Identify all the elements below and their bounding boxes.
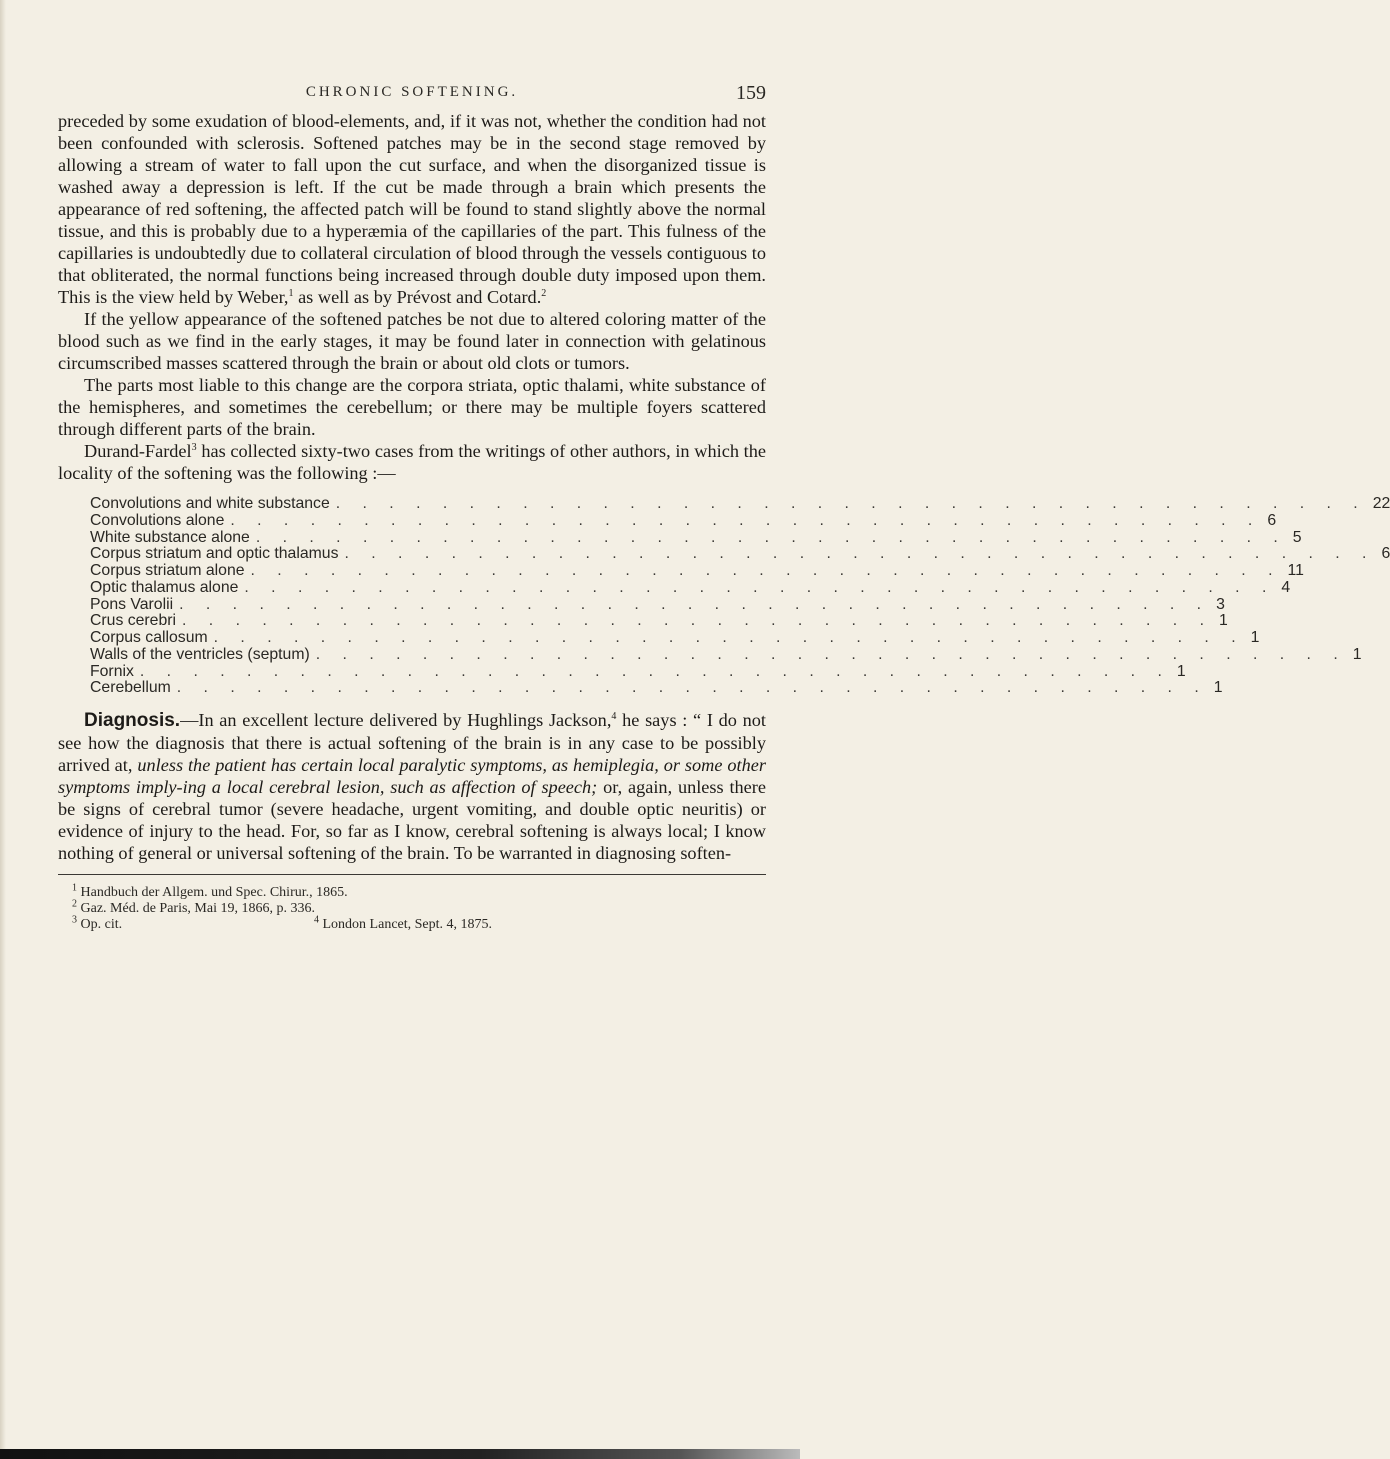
locality-label: Fornix: [90, 662, 134, 680]
dot-leader: . . . . . . . . . . . . . . . . . . . . . . . . . . . . . . . . . . . . . . .: [250, 562, 1282, 579]
scan-edge-bar: [0, 1449, 800, 1459]
paragraph-diagnosis: [58, 709, 766, 864]
locality-count: 1: [1250, 629, 1260, 646]
dot-leader: . . . . . . . . . . . . . . . . . . . . . . . . . . . . . . . . . . . . . . .: [213, 629, 1245, 646]
footnote-3: [58, 914, 268, 933]
footnote-ref-1: 1: [288, 287, 294, 299]
paragraph-parts-liable: The parts most liable to this change are the corpora striata, optic thalami, white substance of the hemispheres, and sometimes the cerebellum; or there may be multiple foyers scattered through different parts of the brain.: [58, 375, 766, 439]
dot-leader: . . . . . . . . . . . . . . . . . . . . . . . . . . . . . . . . . . . . . . .: [230, 511, 1262, 529]
quoted-italic-text: unless the patient has certain local paralytic symptoms, as hemiplegia, or some other symptoms imply-ing a local cerebral lesion, such as affection of speech;: [58, 755, 766, 797]
paragraph-text: —In an excellent lecture delivered by Hughlings Jackson,: [180, 710, 612, 730]
locality-label: White substance alone: [90, 528, 250, 546]
dot-leader: . . . . . . . . . . . . . . . . . . . . . . . . . . . . . . . . . . . . . . .: [179, 595, 1211, 613]
locality-row: [90, 679, 1223, 697]
paragraph-text: has collected sixty-two cases from the writings of other authors, in which the locality of the softening was the following :—: [58, 441, 766, 483]
locality-row: [90, 545, 1390, 563]
page-number: 159: [736, 82, 766, 104]
paragraph-text: preceded by some exudation of blood-elements, and, if it was not, whether the condition had not been confounded with sclerosis. Softened patches may be in the second stage removed by allowing a stream of water to fall upon the cut surface, and when the disorganized tissue is washed away a depression is left. If the cut be made through a brain which presents the appearance of red softening, the affected patch will be found to stand slightly above the normal tissue, and this is probably due to a hyperæmia of the capillaries of the part. This fulness of the capillaries is undoubtedly due to collateral circulation of blood through the vessels contiguous to that obliterated, the normal functions being increased through double duty imposed upon them. This is the view held by Weber,: [58, 111, 766, 307]
locality-row: [90, 511, 1277, 530]
locality-row: [90, 645, 1362, 664]
locality-label: Corpus striatum and optic thalamus: [90, 545, 339, 563]
footnote-ref-2: 2: [541, 287, 547, 299]
footnote-4: [268, 914, 766, 933]
author-name: Durand-Fardel: [84, 441, 192, 461]
locality-row: [90, 578, 1291, 597]
footnote-ref-3: 3: [191, 441, 197, 453]
footnote-text: London Lancet, Sept. 4, 1875.: [322, 917, 493, 932]
paragraph-text: as well as by Prévost and Cotard.: [293, 287, 542, 307]
locality-count: 11: [1287, 562, 1304, 579]
locality-count: 1: [1213, 679, 1223, 697]
locality-label: Convolutions and white substance: [90, 495, 330, 512]
locality-label: Cerebellum: [90, 679, 171, 697]
footnote-mark: 2: [72, 898, 77, 910]
locality-count: 6: [1381, 545, 1390, 563]
dot-leader: . . . . . . . . . . . . . . . . . . . . . . . . . . . . . . . . . . . . . . .: [182, 612, 1213, 630]
footnote-1: [58, 882, 766, 901]
locality-label: Corpus striatum alone: [90, 562, 245, 579]
footnote-mark: 3: [72, 914, 77, 926]
locality-row: [90, 629, 1260, 647]
locality-label: Optic thalamus alone: [90, 578, 239, 596]
locality-count: 1: [1352, 645, 1362, 663]
dot-leader: . . . . . . . . . . . . . . . . . . . . . . . . . . . . . . . . . . . . . . .: [255, 528, 1287, 546]
section-heading-diagnosis: Diagnosis.: [84, 710, 181, 731]
paragraph-text: he says : “ I do not see how the diagnosis that there is actual softening of the brain is in any case to be possibly arrived at,: [58, 710, 766, 775]
footnote-2: [58, 898, 766, 917]
book-page: [58, 70, 1390, 933]
dot-leader: . . . . . . . . . . . . . . . . . . . . . . . . . . . . . . . . . . . . . . .: [176, 679, 1208, 697]
locality-label: Convolutions alone: [90, 511, 225, 529]
footnotes: [58, 882, 766, 933]
footnote-ref-4: 4: [611, 710, 617, 722]
locality-row: [90, 612, 1228, 630]
footnote-text: Op. cit.: [80, 917, 123, 932]
locality-label: Walls of the ventricles (septum): [90, 645, 310, 663]
locality-row: [90, 662, 1186, 681]
running-head: CHRONIC SOFTENING.: [305, 84, 519, 100]
footnote-mark: 4: [314, 914, 319, 926]
footnote-rule: [58, 874, 766, 875]
locality-count: 3: [1216, 595, 1225, 613]
locality-row: [90, 495, 1390, 513]
footnote-text: Handbuch der Allgem. und Spec. Chirur., 1865.: [80, 885, 348, 900]
locality-label: Crus cerebri: [90, 612, 177, 630]
paragraph-continuation: [58, 110, 766, 308]
footnote-mark: 1: [72, 882, 77, 894]
page-edge-shadow: [0, 0, 6, 1459]
footnote-text: Gaz. Méd. de Paris, Mai 19, 1866, p. 336.: [80, 901, 315, 916]
paragraph-yellow-appearance: If the yellow appearance of the softened patches be not due to altered coloring matter of the blood such as we find in the early stages, it may be found later in connection with gelatinous circumscribed masses scattered through the brain or about old clots or tumors.: [58, 309, 766, 373]
page-header: [58, 70, 766, 110]
dot-leader: . . . . . . . . . . . . . . . . . . . . . . . . . . . . . . . . . . . . . . .: [244, 578, 1276, 596]
paragraph-durand-fardel: [58, 440, 766, 484]
locality-row: [90, 595, 1225, 614]
locality-count: 6: [1267, 511, 1277, 529]
dot-leader: . . . . . . . . . . . . . . . . . . . . . . . . . . . . . . . . . . . . . . .: [335, 495, 1367, 512]
paragraph-text: or, again, unless there be signs of cerebral tumor (severe headache, urgent vomiting, and double optic neuritis) or evidence of injury to the head. For, so far as I know, cerebral softening is always local; I know nothing of general or universal softening of the brain. To be warranted in diagnosing soften-: [58, 777, 766, 863]
locality-count: 5: [1292, 528, 1302, 546]
locality-label: Corpus callosum: [90, 629, 208, 646]
locality-count: 1: [1218, 612, 1228, 630]
dot-leader: . . . . . . . . . . . . . . . . . . . . . . . . . . . . . . . . . . . . . . .: [315, 645, 1347, 663]
locality-row: [90, 528, 1302, 547]
locality-row: [90, 562, 1304, 580]
locality-count: 4: [1281, 578, 1291, 596]
locality-count: 22: [1372, 495, 1390, 512]
locality-count: 1: [1176, 662, 1186, 680]
dot-leader: . . . . . . . . . . . . . . . . . . . . . . . . . . . . . . . . . . . . . . .: [139, 662, 1171, 680]
dot-leader: . . . . . . . . . . . . . . . . . . . . . . . . . . . . . . . . . . . . . . .: [344, 545, 1376, 563]
locality-label: Pons Varolii: [90, 595, 174, 613]
locality-list: [90, 495, 1390, 697]
